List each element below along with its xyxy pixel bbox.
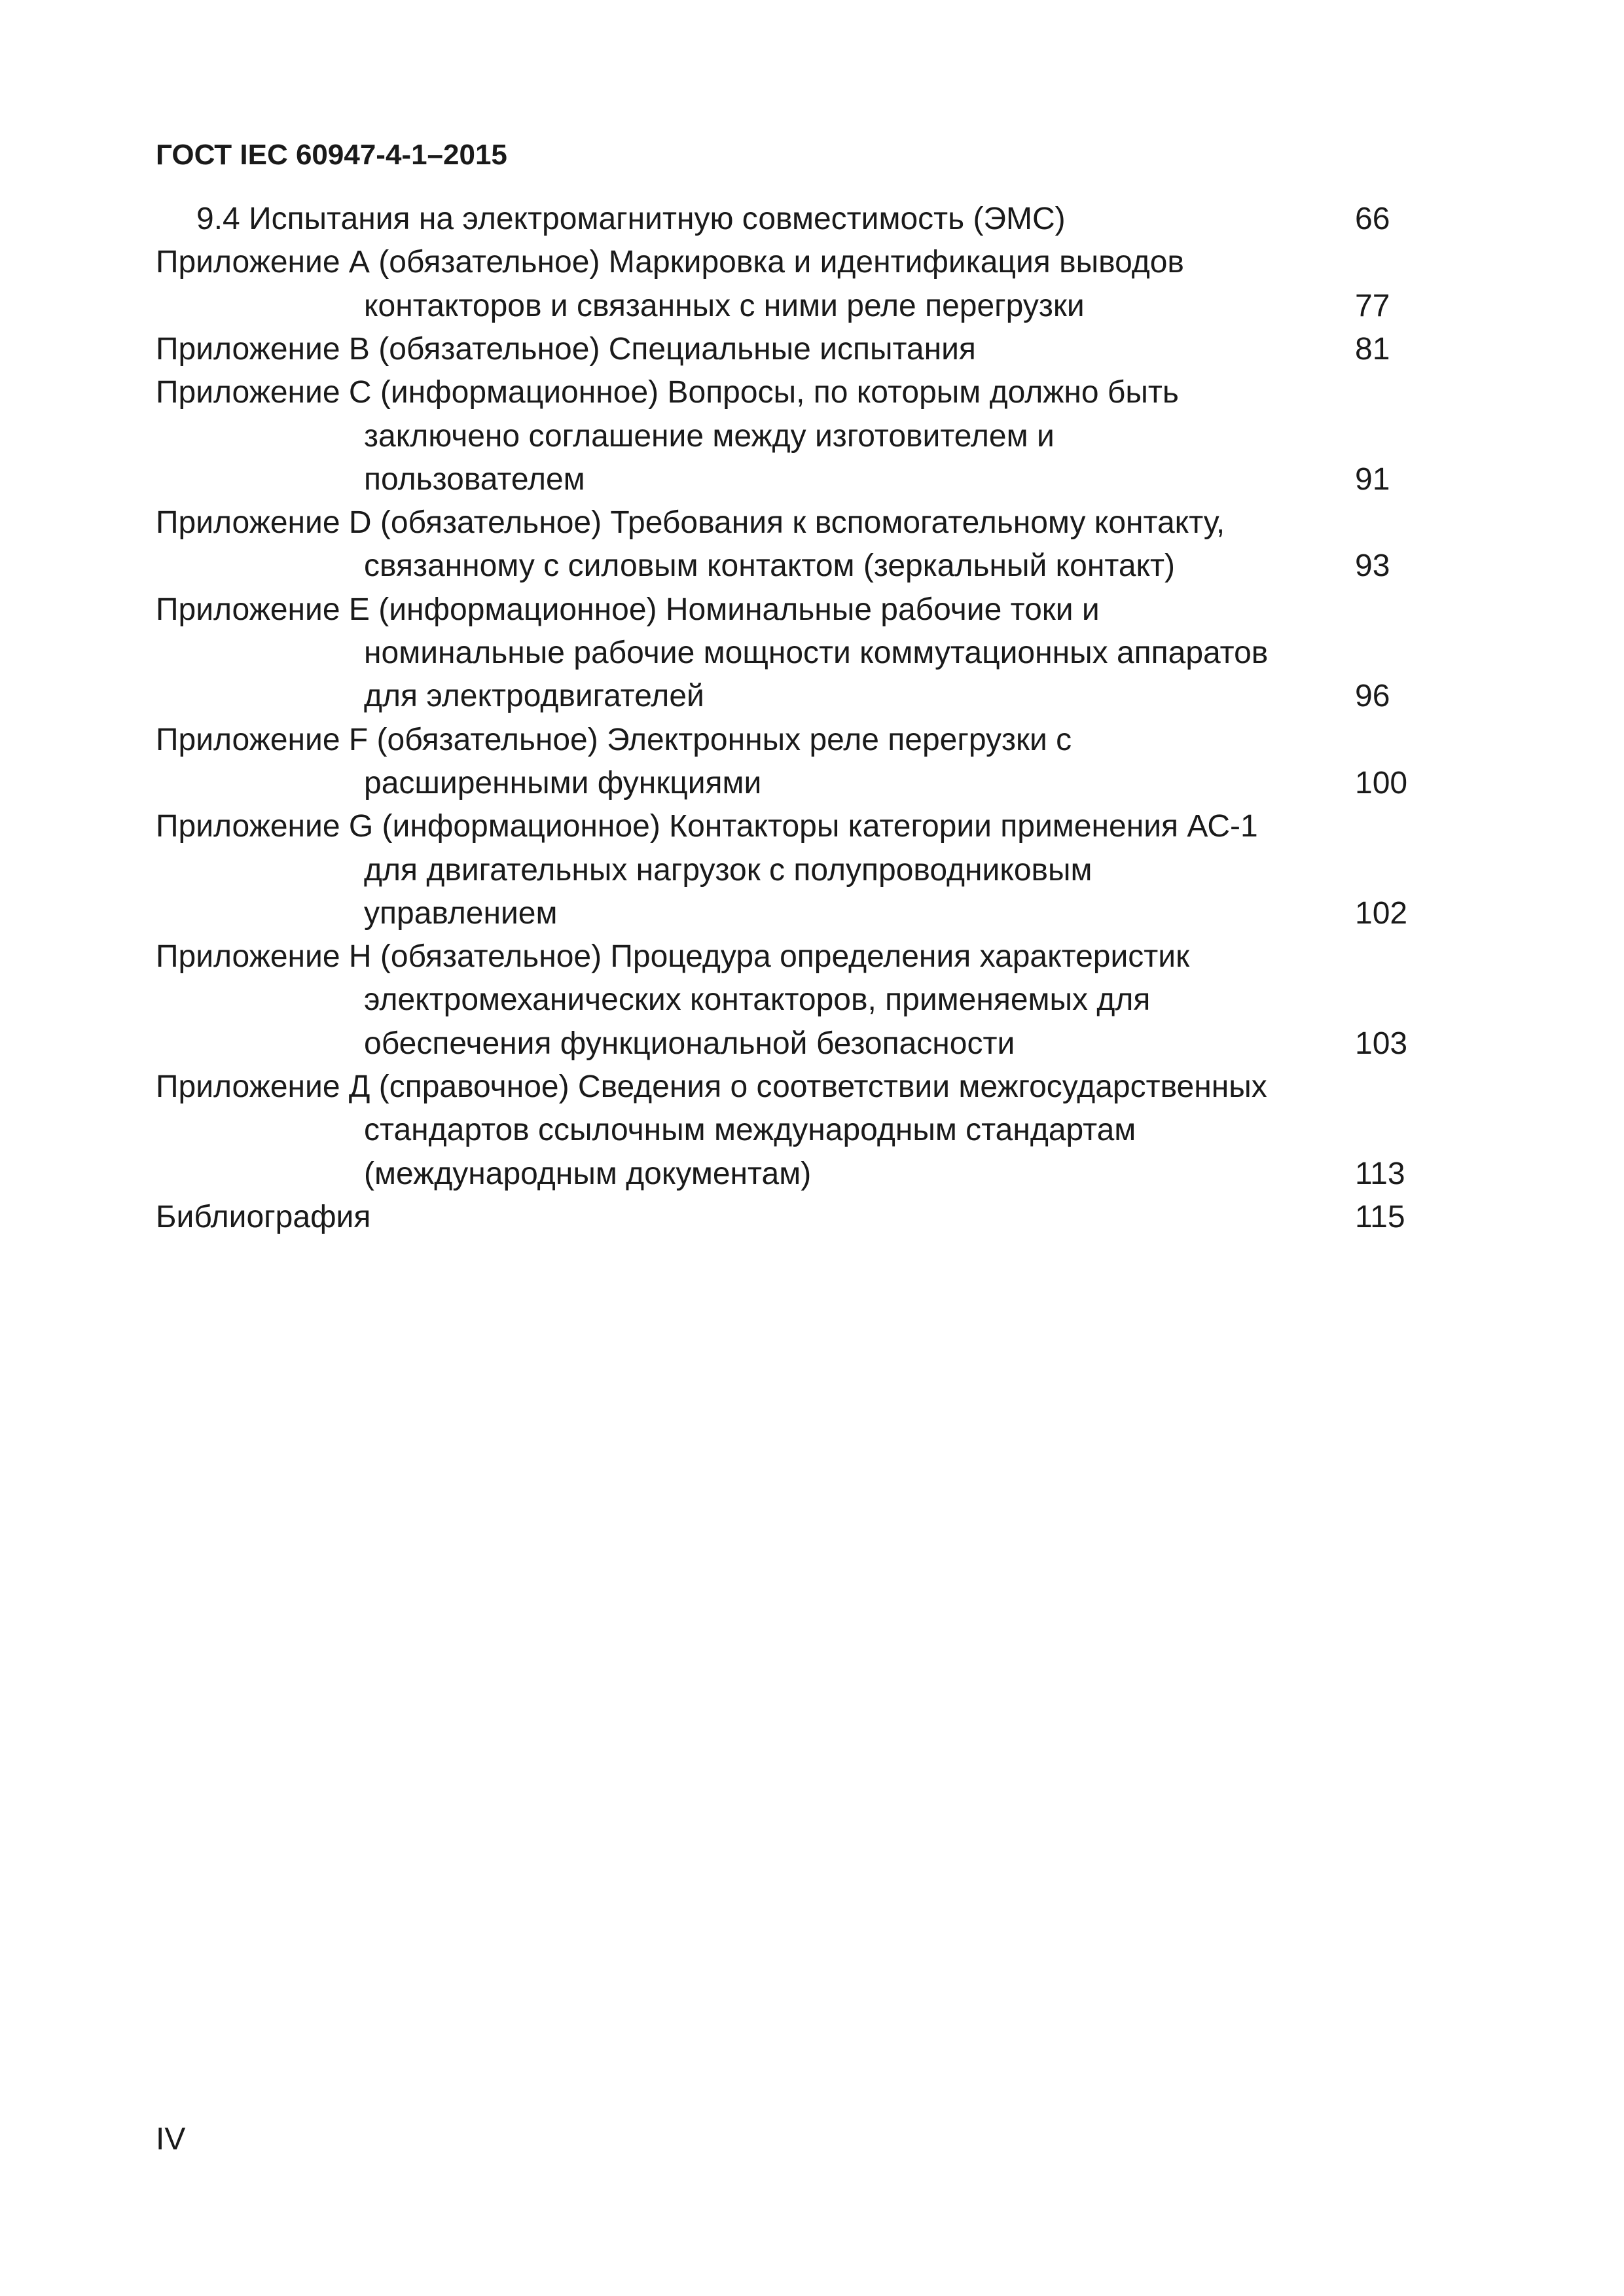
- toc-entry-title: Приложение В (обязательное) Специальные испытания: [156, 331, 976, 367]
- toc-entry-continuation: (международным документам): [364, 1156, 812, 1191]
- toc-line: [0, 1109, 1624, 1152]
- toc-page-number: 113: [1355, 1156, 1405, 1191]
- toc-entry-continuation: связанному с силовым контактом (зеркальный контакт): [364, 548, 1176, 584]
- toc-entry-title: Приложение Н (обязательное) Процедура определения характеристик: [156, 939, 1190, 975]
- toc-entry-continuation: заключено соглашение между изготовителем и: [364, 418, 1055, 454]
- toc-line: [0, 849, 1624, 892]
- toc-page-number: 81: [1355, 331, 1390, 367]
- toc-entry-continuation: пользователем: [364, 461, 585, 497]
- toc-line: [0, 892, 1624, 935]
- toc-entry-continuation: контакторов и связанных с ними реле перегрузки: [364, 288, 1085, 323]
- toc-line: [0, 415, 1624, 458]
- toc-line: [0, 328, 1624, 371]
- page-number: IV: [156, 2122, 186, 2157]
- toc-line: [0, 675, 1624, 718]
- toc-page-number: 96: [1355, 679, 1390, 714]
- toc-page-number: 77: [1355, 288, 1390, 323]
- toc-entry-title: Приложение С (информационное) Вопросы, по которым должно быть: [156, 375, 1179, 410]
- toc-line: [0, 588, 1624, 632]
- toc-line: [0, 501, 1624, 545]
- toc-page-number: 103: [1355, 1026, 1408, 1061]
- toc-line: [0, 198, 1624, 241]
- toc-entry-title: Приложение G (информационное) Контакторы категории применения АС-1: [156, 809, 1258, 844]
- toc-page-number: 91: [1355, 461, 1390, 497]
- toc-line: [0, 371, 1624, 414]
- toc-line: [0, 805, 1624, 848]
- toc-entry-title: Приложение F (обязательное) Электронных реле перегрузки с: [156, 722, 1072, 757]
- toc-line: [0, 1196, 1624, 1239]
- toc-line: [0, 1022, 1624, 1066]
- toc-line: [0, 458, 1624, 501]
- toc-entry-continuation: управлением: [364, 895, 558, 931]
- toc-line: [0, 719, 1624, 762]
- toc-line: [0, 241, 1624, 284]
- toc-entry-continuation: для двигательных нагрузок с полупроводниковым: [364, 852, 1092, 888]
- toc-entry-title: Приложение Д (справочное) Сведения о соответствии межгосударственных: [156, 1069, 1267, 1104]
- toc-line: [0, 978, 1624, 1022]
- toc-page-number: 93: [1355, 548, 1390, 584]
- toc-line: [0, 545, 1624, 588]
- toc-entry-continuation: обеспечения функциональной безопасности: [364, 1026, 1015, 1061]
- toc-entry-continuation: для электродвигателей: [364, 679, 704, 714]
- toc-entry-continuation: электромеханических контакторов, применяемых для: [364, 982, 1151, 1018]
- toc-line: [0, 632, 1624, 675]
- document-code-header: ГОСТ IEC 60947-4-1–2015: [156, 139, 507, 171]
- toc-line: [0, 1066, 1624, 1109]
- toc-entry-title: Приложение D (обязательное) Требования к вспомогательному контакту,: [156, 505, 1225, 541]
- toc-entry-title: Библиография: [156, 1199, 371, 1234]
- toc-entry-continuation: номинальные рабочие мощности коммутационных аппаратов: [364, 636, 1269, 670]
- toc-entry-title: Приложение А (обязательное) Маркировка и идентификация выводов: [156, 245, 1184, 280]
- toc-page-number: 66: [1355, 202, 1390, 236]
- toc-entry-title: 9.4 Испытания на электромагнитную совместимость (ЭМС): [196, 202, 1066, 236]
- toc-line: [0, 1153, 1624, 1196]
- toc-line: [0, 285, 1624, 328]
- toc-line: [0, 762, 1624, 805]
- toc-page-number: 102: [1355, 895, 1408, 931]
- toc-entry-continuation: расширенными функциями: [364, 765, 762, 800]
- toc-entry-title: Приложение Е (информационное) Номинальные рабочие токи и: [156, 592, 1100, 627]
- toc-page-number: 115: [1355, 1199, 1405, 1234]
- toc-entry-continuation: стандартов ссылочным международным стандартам: [364, 1113, 1136, 1148]
- toc-page-number: 100: [1355, 765, 1408, 800]
- toc-line: [0, 935, 1624, 978]
